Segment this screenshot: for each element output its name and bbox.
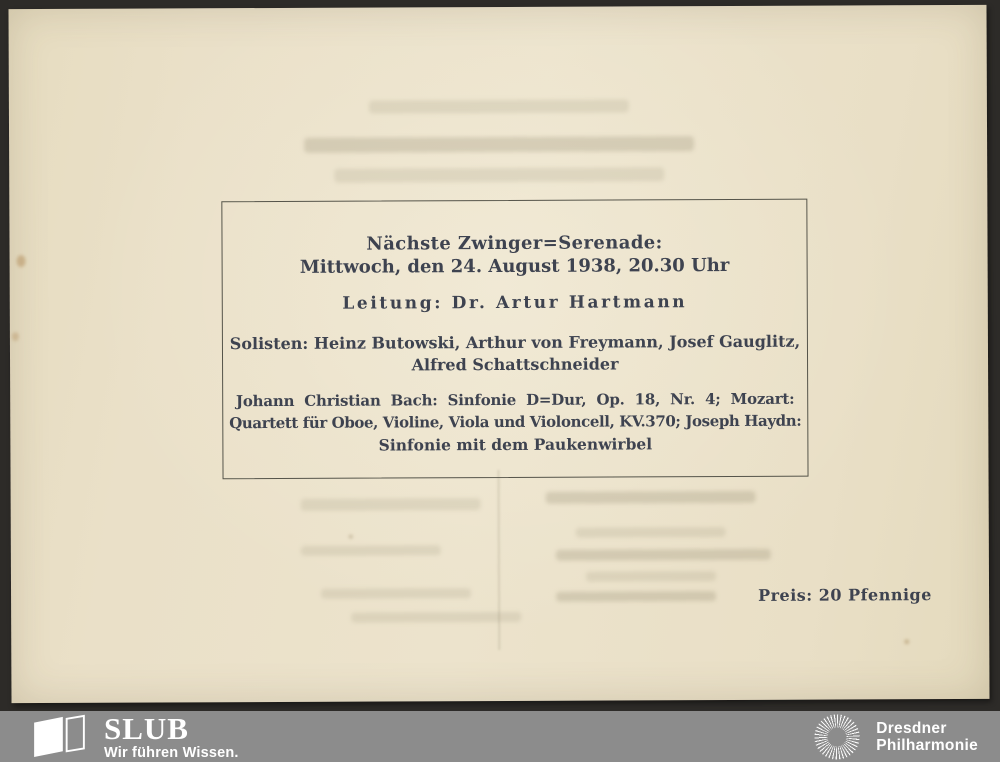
soloists-line-2: Alfred Schattschneider <box>411 354 619 375</box>
slub-logo <box>30 713 239 761</box>
bleed-through-line <box>321 588 471 599</box>
branding-footer <box>0 711 1000 762</box>
soloists-line-1: Solisten: Heinz Butowski, Arthur von Freymann, Josef Gauglitz, <box>229 331 801 354</box>
paper-stain <box>349 535 353 539</box>
program-line-1: Johann Christian Bach: Sinfonie D=Dur, Op. 18, Nr. 4; Mozart: <box>235 389 795 411</box>
dresdner-philharmonie-logo <box>812 711 978 762</box>
bleed-through-line <box>556 549 771 561</box>
paper-stain <box>904 639 909 644</box>
bleed-through-line <box>334 167 664 182</box>
serenade-title: Nächste Zwinger=Serenade: <box>366 232 663 255</box>
bleed-through-line <box>351 612 521 623</box>
philharmonie-name-line-1: Dresdner <box>876 719 947 737</box>
bleed-through-line <box>546 491 756 504</box>
announcement-box <box>221 199 808 480</box>
open-book-icon <box>30 714 88 758</box>
bleed-through-line <box>586 571 716 582</box>
conductor-line: Leitung: Dr. Artur Hartmann <box>342 292 688 314</box>
slub-claim: Wir führen Wissen. <box>104 745 239 761</box>
slub-wordmark: SLUB <box>104 711 189 746</box>
price-label: Preis: 20 Pfennige <box>758 585 932 605</box>
program-line-2: Quartett für Oboe, Violine, Viola und Violoncell, KV.370; Joseph Haydn: <box>229 411 802 433</box>
philharmonie-name-line-2: Philharmonie <box>876 736 978 754</box>
starburst-icon <box>812 712 862 762</box>
bleed-through-line <box>304 136 694 153</box>
bleed-through-line <box>301 498 481 511</box>
paper-stain <box>17 255 26 267</box>
bleed-through-line <box>369 99 629 113</box>
bleed-through-line <box>301 545 441 556</box>
paper-crease <box>498 470 501 650</box>
serenade-datetime: Mittwoch, den 24. August 1938, 20.30 Uhr <box>299 254 730 278</box>
bleed-through-line <box>556 591 716 602</box>
scanned-paper <box>8 5 989 703</box>
program-line-3: Sinfonie mit dem Paukenwirbel <box>378 434 653 455</box>
bleed-through-line <box>576 527 726 538</box>
paper-stain <box>12 332 19 341</box>
